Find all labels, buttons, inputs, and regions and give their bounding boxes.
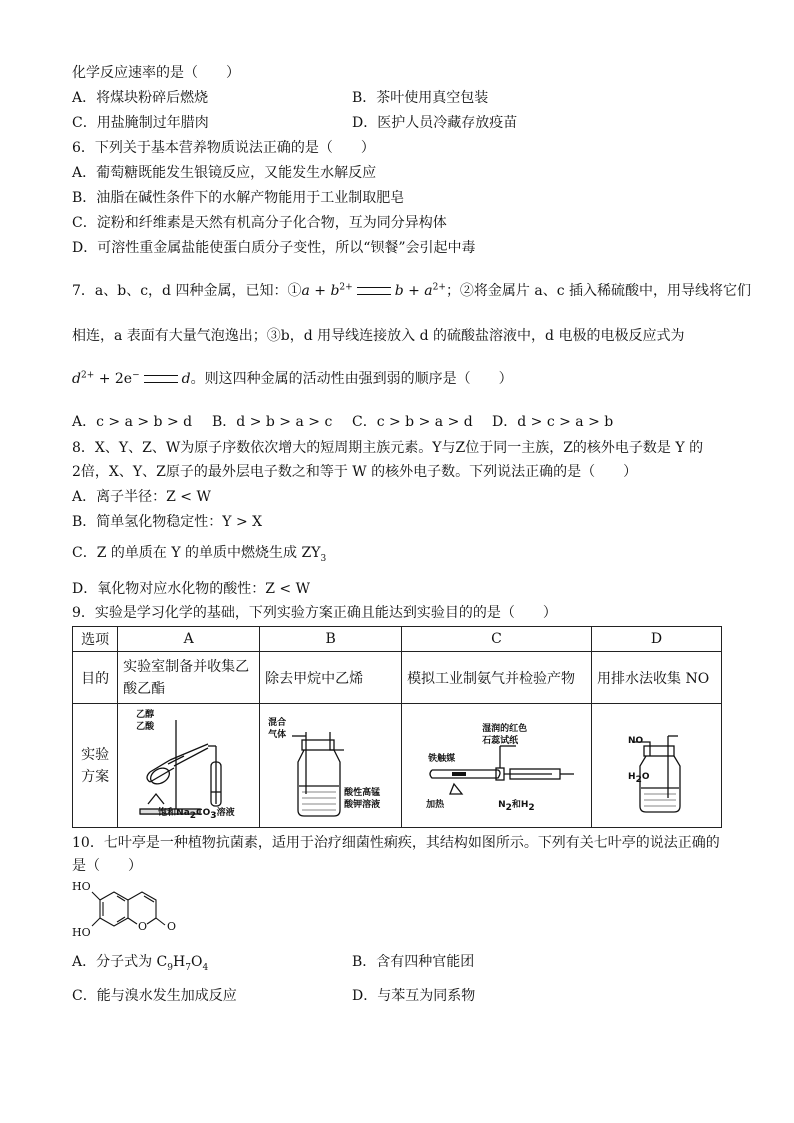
q6-option-a: A．葡萄糖既能发生银镜反应，又能发生水解反应 bbox=[72, 165, 377, 181]
fig-a-label-ethanol: 乙醇 bbox=[136, 709, 155, 720]
q9-fig-a bbox=[118, 706, 259, 826]
q10-option-a bbox=[72, 952, 208, 972]
fig-d-label-water-a: H bbox=[628, 771, 636, 782]
q5-option-b: B．茶叶使用真空包装 bbox=[352, 90, 489, 106]
q10-option-a-s1: 9 bbox=[167, 962, 174, 973]
q9-purpose-row bbox=[73, 652, 722, 704]
q8-option-c bbox=[72, 543, 326, 563]
q7-line3 bbox=[72, 369, 513, 389]
q7-eq2-d: d bbox=[72, 371, 81, 387]
q9-header-row bbox=[73, 627, 722, 652]
q9-fig-c-cell bbox=[402, 704, 592, 828]
q7-eq2-arrow bbox=[144, 375, 178, 383]
q8-option-a: A．离子半径：Z < W bbox=[72, 489, 211, 505]
q9-stem: 9．实验是学习化学的基础，下列实验方案正确且能达到实验目的的是（ ） bbox=[72, 605, 557, 621]
fig-a-label-solution-c: 溶液 bbox=[216, 807, 235, 818]
fig-b-label-kmno4-1: 酸性高锰 bbox=[344, 787, 381, 798]
q6-stem: 6．下列关于基本营养物质说法正确的是（ ） bbox=[72, 140, 375, 156]
q9-header-a: A bbox=[118, 627, 260, 652]
q10-option-c: C．能与溴水发生加成反应 bbox=[72, 988, 237, 1004]
q7-eq2-sup1: 2+ bbox=[80, 370, 95, 381]
fig-a-label-solution bbox=[158, 807, 235, 821]
q9-fig-b-cell bbox=[260, 704, 402, 828]
q10-option-a-s3: 4 bbox=[202, 962, 209, 973]
q7-line1 bbox=[72, 281, 751, 301]
q8-option-d: D．氧化物对应水化物的酸性：Z < W bbox=[72, 581, 310, 597]
q7-line2: 相连，a 表面有大量气泡逸出；③b，d 用导线连接放入 d 的硫酸盐溶液中，d 电极的电极反应式为 bbox=[72, 328, 685, 344]
q9-fig-b bbox=[260, 706, 401, 826]
q7-eq2-sup2: − bbox=[132, 370, 140, 381]
q9-purpose-b: 除去甲烷中乙烯 bbox=[260, 652, 402, 704]
fig-b-label-gas: 气体 bbox=[268, 729, 287, 740]
q7-option-b: B．d > b > a > c bbox=[212, 414, 333, 430]
q6-option-d: D．可溶性重金属盐能使蛋白质分子变性，所以“钡餐”会引起中毒 bbox=[72, 240, 476, 256]
mol-label-keto-o: O bbox=[167, 920, 177, 933]
q7-option-c: C．c > b > a > d bbox=[352, 414, 473, 430]
q8-line1: 8．X、Y、Z、W为原子序数依次增大的短周期主族元素。Y与Z位于同一主族，Z的核外电子数是 Y 的 bbox=[72, 440, 704, 456]
q7-line3-text: 。则这四种金属的活动性由强到弱的顺序是（ ） bbox=[190, 371, 513, 387]
mol-label-ring-o: O bbox=[138, 920, 148, 933]
fig-a-label-solution-a: 饱和Na bbox=[158, 807, 190, 818]
esculetin-structure bbox=[72, 878, 192, 946]
q10-option-a-h: H bbox=[173, 954, 186, 970]
q9-fig-d bbox=[592, 706, 721, 826]
q6-option-c: C．淀粉和纤维素是天然有机高分子化合物，互为同分异构体 bbox=[72, 215, 447, 231]
q7-option-a: A．c > a > b > d bbox=[72, 414, 193, 430]
q9-table bbox=[72, 626, 722, 828]
q7-eq1-sup2: 2+ bbox=[432, 282, 446, 293]
fig-d-label-water-b: O bbox=[641, 771, 650, 782]
mol-label-ho-bottom: HO bbox=[72, 926, 91, 939]
q10-option-a-s2: 7 bbox=[185, 962, 191, 973]
q9-fig-c bbox=[402, 706, 591, 826]
fig-a-label-solution-s1: 2 bbox=[189, 810, 197, 821]
q10-option-a-text: A．分子式为 C bbox=[72, 954, 168, 970]
q8-option-c-text: C．Z 的单质在 Y 的单质中燃烧生成 ZY bbox=[72, 545, 321, 561]
fig-b-label-kmno4-2: 酸钾溶液 bbox=[344, 799, 381, 810]
fig-c-label-n2h2-a: N bbox=[498, 799, 506, 810]
mol-label-ho-top: HO bbox=[72, 880, 91, 893]
q9-purpose-d: 用排水法收集 NO bbox=[592, 652, 722, 704]
q9-header-c: C bbox=[402, 627, 592, 652]
fig-a-label-solution-b: CO bbox=[196, 807, 211, 818]
q9-plan-row bbox=[73, 704, 722, 828]
q5-option-a: A．将煤块粉碎后燃烧 bbox=[72, 90, 209, 106]
fig-c-label-n2h2-s1: 2 bbox=[505, 802, 512, 813]
fig-d-label-no: NO bbox=[628, 735, 644, 746]
fig-c-label-catalyst: 铁触媒 bbox=[428, 753, 456, 764]
q9-header-d: D bbox=[592, 627, 722, 652]
q10-line2: 是（ ） bbox=[72, 858, 142, 874]
q9-purpose-a: 实验室制备并收集乙酸乙酯 bbox=[118, 652, 260, 704]
q5-option-c: C．用盐腌制过年腊肉 bbox=[72, 115, 209, 131]
fig-c-label-heat: 加热 bbox=[426, 799, 445, 810]
q5-stem-tail: 化学反应速率的是（ ） bbox=[72, 65, 240, 81]
fig-d-label-water-s: 2 bbox=[635, 774, 642, 785]
q9-fig-d-cell bbox=[592, 704, 722, 828]
q7-eq1-left: a + b bbox=[301, 283, 340, 299]
q7-eq1-arrow bbox=[357, 287, 391, 295]
q10-line1: 10．七叶亭是一种植物抗菌素，适用于治疗细菌性痢疾，其结构如图所示。下列有关七叶亭的说法正确的 bbox=[72, 835, 720, 851]
q9-plan-label: 实验方案 bbox=[73, 704, 118, 828]
q7-eq2-right: d bbox=[181, 371, 191, 387]
q9-fig-a-cell bbox=[118, 704, 260, 828]
q6-option-b: B．油脂在碱性条件下的水解产物能用于工业制取肥皂 bbox=[72, 190, 405, 206]
fig-b-label-mixed: 混合 bbox=[268, 717, 287, 728]
water-displacement-diagram bbox=[592, 706, 720, 826]
q7-line1-b: ；②将金属片 a、c 插入稀硫酸中，用导线将它们 bbox=[445, 283, 752, 299]
q8-option-c-sub: 3 bbox=[320, 553, 327, 564]
fig-a-label-solution-s2: 3 bbox=[210, 810, 217, 821]
q10-option-b: B．含有四种官能团 bbox=[352, 954, 475, 970]
fig-c-label-litmus-2: 石蕊试纸 bbox=[482, 735, 519, 746]
q9-purpose-label: 目的 bbox=[73, 652, 118, 704]
q10-option-d: D．与苯互为同系物 bbox=[352, 988, 476, 1004]
fig-d-label-water bbox=[628, 771, 650, 785]
fig-c-label-n2h2 bbox=[498, 799, 535, 813]
q5-option-d: D．医护人员冷藏存放疫苗 bbox=[352, 115, 518, 131]
q8-option-b: B．简单氢化物稳定性：Y > X bbox=[72, 514, 263, 530]
fig-a-label-acetic-acid: 乙酸 bbox=[136, 721, 155, 732]
q7-eq2-mid: + 2e bbox=[94, 371, 133, 387]
fig-c-label-n2h2-b: 和H bbox=[511, 799, 529, 810]
q7-option-d: D．d > c > a > b bbox=[492, 414, 614, 430]
q7-line1-a: 7．a、b、c，d 四种金属，已知：① bbox=[72, 283, 302, 299]
fig-c-label-n2h2-s2: 2 bbox=[528, 802, 535, 813]
q8-line2: 2倍，X、Y、Z原子的最外层电子数之和等于 W 的核外电子数。下列说法正确的是（ ） bbox=[72, 464, 638, 480]
fig-c-label-litmus-1: 湿润的红色 bbox=[482, 723, 528, 734]
q10-option-a-o: O bbox=[190, 954, 203, 970]
q9-header-option: 选项 bbox=[73, 627, 118, 652]
q9-purpose-c: 模拟工业制氨气并检验产物 bbox=[402, 652, 592, 704]
q7-eq1-sup1: 2+ bbox=[339, 282, 353, 293]
q9-header-b: B bbox=[260, 627, 402, 652]
q7-eq1-right: b + a bbox=[394, 283, 433, 299]
